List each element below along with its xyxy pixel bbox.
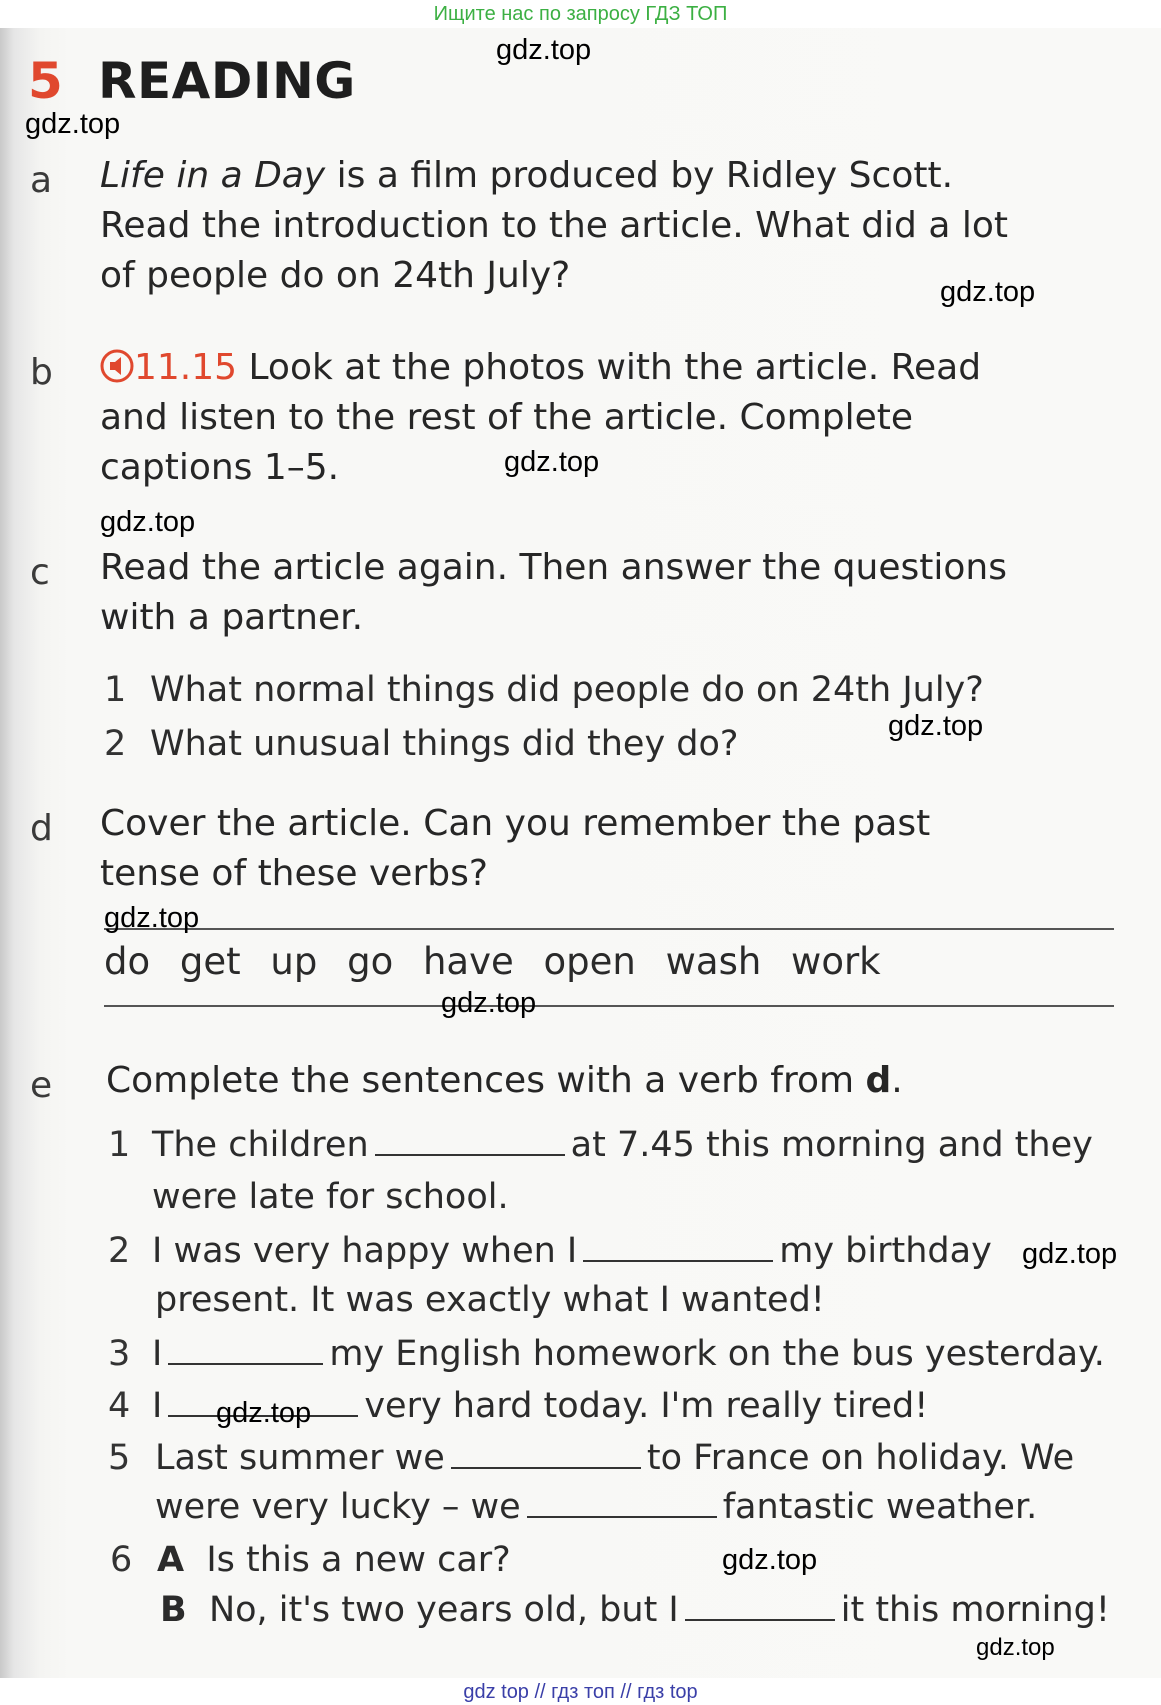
watermark: gdz.top [976, 1634, 1055, 1661]
task-a-letter: a [30, 160, 53, 201]
top-banner-text: Ищите нас по запросу ГДЗ ТОП [433, 3, 728, 25]
bottom-banner [0, 1678, 1161, 1705]
sentence-5 [155, 1438, 1074, 1478]
answer-blank[interactable] [375, 1153, 565, 1156]
dialogue-line-a [157, 1540, 511, 1580]
task-e-instruction-pre: Complete the sentences with a verb from [106, 1060, 866, 1101]
sentence-number: 2 [108, 1231, 131, 1271]
task-e-instruction-post: . [891, 1060, 903, 1101]
bottom-banner-text: gdz top // гдз топ // гдз top [463, 1681, 698, 1703]
task-c-letter: c [30, 552, 50, 593]
task-b-line2: and listen to the rest of the article. Complete [100, 397, 914, 438]
task-b-line3: captions 1–5. [100, 447, 340, 488]
audio-track-number: 11.15 [134, 347, 238, 388]
task-a-line2: Read the introduction to the article. What did a lot [100, 205, 1008, 246]
answer-blank[interactable] [168, 1362, 323, 1365]
sentence-text: very hard today. I'm really tired! [364, 1386, 929, 1426]
sentence-text: I was very happy when I [152, 1231, 578, 1271]
task-b-line1 [100, 342, 981, 394]
verb-box-top-rule [104, 928, 1114, 930]
task-c-line1: Read the article again. Then answer the questions [100, 547, 1007, 588]
watermark: gdz.top [496, 34, 592, 66]
sentence-text: to France on holiday. We [646, 1438, 1075, 1478]
sentence-number: 4 [108, 1386, 131, 1426]
sentence-1 [152, 1125, 1093, 1165]
sentence-text: The children [152, 1125, 369, 1165]
sentence-number: 1 [108, 1125, 131, 1165]
question-number: 2 [104, 724, 127, 764]
task-d-letter: d [30, 808, 53, 849]
section-title: READING [98, 52, 356, 110]
dialogue-line-b [160, 1590, 1110, 1630]
question-text: What normal things did people do on 24th July? [150, 670, 984, 710]
watermark: gdz.top [722, 1544, 818, 1576]
sentence-text: Last summer we [155, 1438, 445, 1478]
sentence-text: fantastic weather. [722, 1487, 1038, 1527]
sentence-text: I [152, 1334, 163, 1374]
sentence-2 [152, 1231, 992, 1271]
sentence-5-line2 [155, 1487, 1037, 1527]
sentence-number: 3 [108, 1334, 131, 1374]
sentence-2-line2: present. It was exactly what I wanted! [155, 1280, 825, 1320]
task-d-line2: tense of these verbs? [100, 853, 488, 894]
task-e-instruction-ref: d [865, 1060, 892, 1101]
sentence-text: Is this a new car? [206, 1540, 511, 1580]
answer-blank[interactable] [451, 1466, 641, 1469]
speaker-icon[interactable] [100, 347, 134, 388]
sentence-text: my birthday [779, 1231, 992, 1271]
watermark: gdz.top [25, 108, 121, 140]
sentence-number: 6 [110, 1540, 133, 1580]
section-number: 5 [28, 52, 63, 110]
sentence-text: No, it's two years old, but I [208, 1590, 679, 1630]
sentence-3 [152, 1334, 1105, 1374]
task-a-line1-rest: is a film produced by Ridley Scott. [325, 155, 954, 196]
film-title: Life in a Day [100, 155, 326, 196]
watermark: gdz.top [441, 987, 537, 1019]
task-c-line2: with a partner. [100, 597, 364, 638]
task-a-line3: of people do on 24th July? [100, 255, 571, 296]
sentence-text: it this morning! [840, 1590, 1110, 1630]
answer-blank[interactable] [583, 1259, 773, 1262]
answer-blank[interactable] [527, 1515, 717, 1518]
top-banner [0, 0, 1161, 28]
verb-box-bottom-rule [104, 1005, 1114, 1007]
sentence-text: were very lucky – we [155, 1487, 521, 1527]
question-text: What unusual things did they do? [150, 724, 739, 764]
verb-list: do get up go have open wash work [104, 940, 881, 983]
task-a-line1 [100, 150, 953, 202]
sentence-text: at 7.45 this morning and they [570, 1125, 1093, 1165]
task-b-line1-rest: Look at the photos with the article. Read [237, 347, 982, 388]
watermark: gdz.top [104, 902, 200, 934]
watermark: gdz.top [940, 276, 1036, 308]
sentence-text: I [152, 1386, 163, 1426]
sentence-number: 5 [108, 1438, 131, 1478]
question-number: 1 [104, 670, 127, 710]
speaker-label: B [160, 1590, 187, 1630]
watermark: gdz.top [888, 710, 984, 742]
watermark: gdz.top [216, 1397, 312, 1429]
task-e-instruction [106, 1055, 903, 1107]
task-e-letter: e [30, 1065, 53, 1106]
task-b-letter: b [30, 352, 53, 393]
sentence-1-line2: were late for school. [152, 1177, 509, 1217]
task-d-line1: Cover the article. Can you remember the past [100, 803, 931, 844]
answer-blank[interactable] [685, 1618, 835, 1621]
sentence-text: my English homework on the bus yesterday. [329, 1334, 1105, 1374]
watermark: gdz.top [1022, 1238, 1118, 1270]
speaker-label: A [157, 1540, 185, 1580]
watermark: gdz.top [504, 446, 600, 478]
watermark: gdz.top [100, 506, 196, 538]
